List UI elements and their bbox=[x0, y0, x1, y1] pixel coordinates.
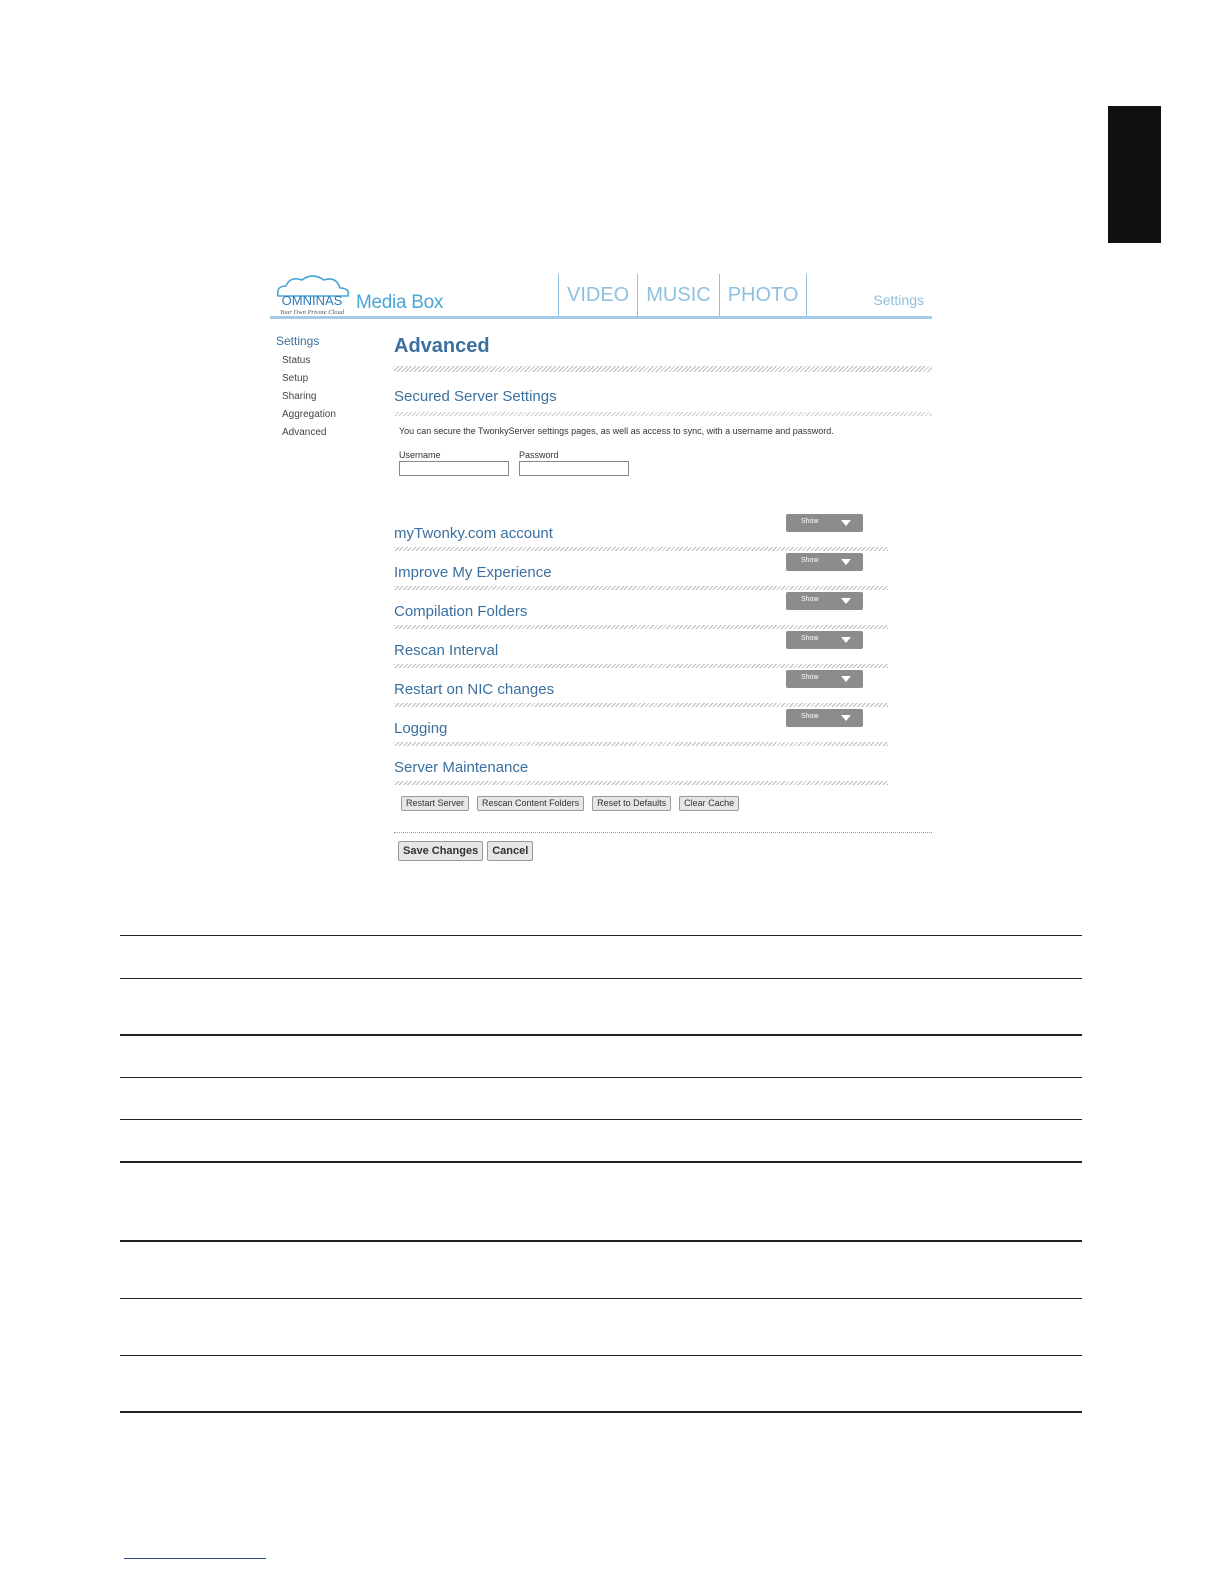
show-button[interactable] bbox=[786, 709, 863, 727]
show-label: Show bbox=[801, 596, 819, 603]
section-title: Server Maintenance bbox=[394, 759, 529, 776]
chevron-down-icon bbox=[841, 637, 851, 643]
section-restart-nic bbox=[394, 670, 888, 707]
sidebar-item-aggregation[interactable]: Aggregation bbox=[282, 409, 336, 420]
show-label: Show bbox=[801, 635, 819, 642]
show-button[interactable] bbox=[786, 553, 863, 571]
sidebar-item-sharing[interactable]: Sharing bbox=[282, 391, 317, 402]
section-divider bbox=[394, 586, 888, 590]
section-divider bbox=[394, 664, 888, 668]
table-rule bbox=[120, 935, 1082, 936]
section-title: myTwonky.com account bbox=[394, 525, 553, 542]
table-rule bbox=[120, 1355, 1082, 1356]
footnote-rule bbox=[124, 1558, 266, 1559]
logo-text: OMNINAS bbox=[281, 293, 343, 308]
maintenance-buttons bbox=[401, 796, 739, 811]
main-nav bbox=[558, 274, 807, 318]
sidebar-item-advanced[interactable]: Advanced bbox=[282, 427, 327, 438]
section-title: Improve My Experience bbox=[394, 564, 552, 581]
show-label: Show bbox=[801, 674, 819, 681]
omninas-logo bbox=[272, 274, 352, 316]
section-logging bbox=[394, 709, 888, 746]
show-button[interactable] bbox=[786, 670, 863, 688]
twonky-settings-window bbox=[270, 272, 932, 872]
table-rule bbox=[120, 1298, 1082, 1299]
header-divider bbox=[270, 316, 932, 319]
section-rescan-interval bbox=[394, 631, 888, 668]
main-content bbox=[394, 330, 932, 857]
reset-to-defaults-button[interactable]: Reset to Defaults bbox=[592, 796, 671, 811]
password-label: Password bbox=[519, 450, 559, 460]
chevron-down-icon bbox=[841, 676, 851, 682]
page-edge-tab bbox=[1108, 106, 1161, 243]
table-rule bbox=[120, 1240, 1082, 1242]
clear-cache-button[interactable]: Clear Cache bbox=[679, 796, 739, 811]
logo-tagline: Your Own Private Cloud bbox=[279, 309, 345, 316]
rescan-content-folders-button[interactable]: Rescan Content Folders bbox=[477, 796, 584, 811]
settings-sidebar bbox=[276, 334, 386, 442]
table-rule bbox=[120, 1119, 1082, 1120]
show-button[interactable] bbox=[786, 514, 863, 532]
username-field[interactable] bbox=[399, 461, 509, 476]
show-label: Show bbox=[801, 713, 819, 720]
chevron-down-icon bbox=[841, 520, 851, 526]
username-label: Username bbox=[399, 450, 441, 460]
tab-video[interactable]: VIDEO bbox=[558, 274, 637, 318]
footer-divider bbox=[394, 832, 932, 833]
chevron-down-icon bbox=[841, 715, 851, 721]
secured-server-section bbox=[394, 386, 932, 476]
credentials-row bbox=[399, 450, 932, 476]
show-button[interactable] bbox=[786, 631, 863, 649]
sidebar-item-status[interactable]: Status bbox=[282, 355, 311, 366]
title-divider bbox=[394, 366, 932, 372]
tab-music[interactable]: MUSIC bbox=[637, 274, 718, 318]
page-title: Advanced bbox=[394, 335, 490, 357]
password-field[interactable] bbox=[519, 461, 629, 476]
section-server-maintenance bbox=[394, 748, 888, 785]
section-divider bbox=[394, 742, 888, 746]
tab-photo[interactable]: PHOTO bbox=[719, 274, 808, 318]
section-divider bbox=[394, 547, 888, 551]
save-changes-button[interactable]: Save Changes bbox=[398, 841, 483, 861]
show-button[interactable] bbox=[786, 592, 863, 610]
settings-link[interactable]: Settings bbox=[873, 292, 924, 308]
cancel-button[interactable]: Cancel bbox=[487, 841, 533, 861]
show-label: Show bbox=[801, 557, 819, 564]
table-rule bbox=[120, 1161, 1082, 1163]
chevron-down-icon bbox=[841, 559, 851, 565]
section-title: Logging bbox=[394, 720, 448, 737]
secured-description: You can secure the TwonkyServer settings pages, as well as access to sync, with a username and password. bbox=[399, 426, 834, 436]
section-compilation-folders bbox=[394, 592, 888, 629]
brand-name: Media Box bbox=[356, 292, 444, 313]
secured-section-title: Secured Server Settings bbox=[394, 388, 557, 405]
section-divider bbox=[394, 781, 888, 785]
restart-server-button[interactable]: Restart Server bbox=[401, 796, 469, 811]
sidebar-item-setup[interactable]: Setup bbox=[282, 373, 309, 384]
form-actions bbox=[398, 841, 533, 861]
section-title: Restart on NIC changes bbox=[394, 681, 555, 698]
section-improve-experience bbox=[394, 553, 888, 590]
section-title: Compilation Folders bbox=[394, 603, 528, 620]
sidebar-title[interactable]: Settings bbox=[276, 334, 320, 348]
table-rule bbox=[120, 1077, 1082, 1078]
section-mytwonky bbox=[394, 514, 888, 551]
app-header bbox=[270, 272, 932, 320]
section-divider bbox=[394, 412, 932, 416]
section-divider bbox=[394, 703, 888, 707]
section-divider bbox=[394, 625, 888, 629]
chevron-down-icon bbox=[841, 598, 851, 604]
table-rule bbox=[120, 978, 1082, 979]
section-title: Rescan Interval bbox=[394, 642, 499, 659]
show-label: Show bbox=[801, 518, 819, 525]
table-rule bbox=[120, 1411, 1082, 1413]
table-rule bbox=[120, 1034, 1082, 1036]
